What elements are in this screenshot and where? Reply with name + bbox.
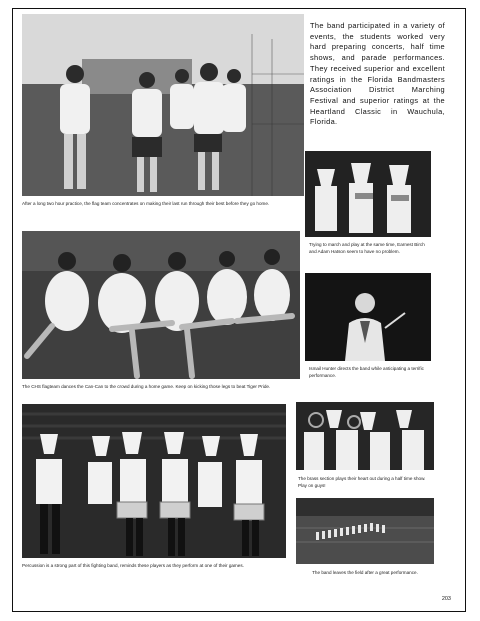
story-text: The band participated in a variety of events, the students worked very hard preparing concerts, half time shows, and parade performances. They received superior and excellent ratings in the Florida Bandmasters Association District Marching Festival and superior ratings at the Heartland Classic in Wauchula, Florida. <box>310 21 445 127</box>
band-march-caption: Trying to march and play at the same time, Earnest Birch and Adam Hatson seem to have no problem. <box>309 242 425 254</box>
band-march-photo <box>305 151 431 237</box>
director-caption: Ismail Hunter directs the band while anticipating a terrific performance. <box>309 366 424 378</box>
flagteam-cancan-caption: The CHS flagteam dances the Can-Can to the crowd during a home game. Keep on kicking those legs to beat Tiger Pride. <box>22 384 271 389</box>
director-photo <box>305 273 431 361</box>
leaves-field-caption: The band leaves the field after a great performance. <box>312 570 418 575</box>
leaves-field-photo <box>296 498 434 564</box>
yearbook-page <box>12 8 466 612</box>
brass-photo <box>296 402 434 470</box>
page-number: 203 <box>441 596 451 602</box>
brass-caption: The brass section plays their heart out during a half time show. Play on guys! <box>298 476 426 488</box>
flag-team-photo <box>22 14 304 196</box>
flag-team-caption: After a long two hour practice, the flag team concentrates on making their last run through their best before they go home. <box>22 201 270 206</box>
percussion-photo <box>22 404 286 558</box>
flagteam-cancan-photo <box>22 231 300 379</box>
percussion-caption: Percussion is a strong part of this fighting band, reminds these players as they perform at one of their games. <box>22 563 244 568</box>
